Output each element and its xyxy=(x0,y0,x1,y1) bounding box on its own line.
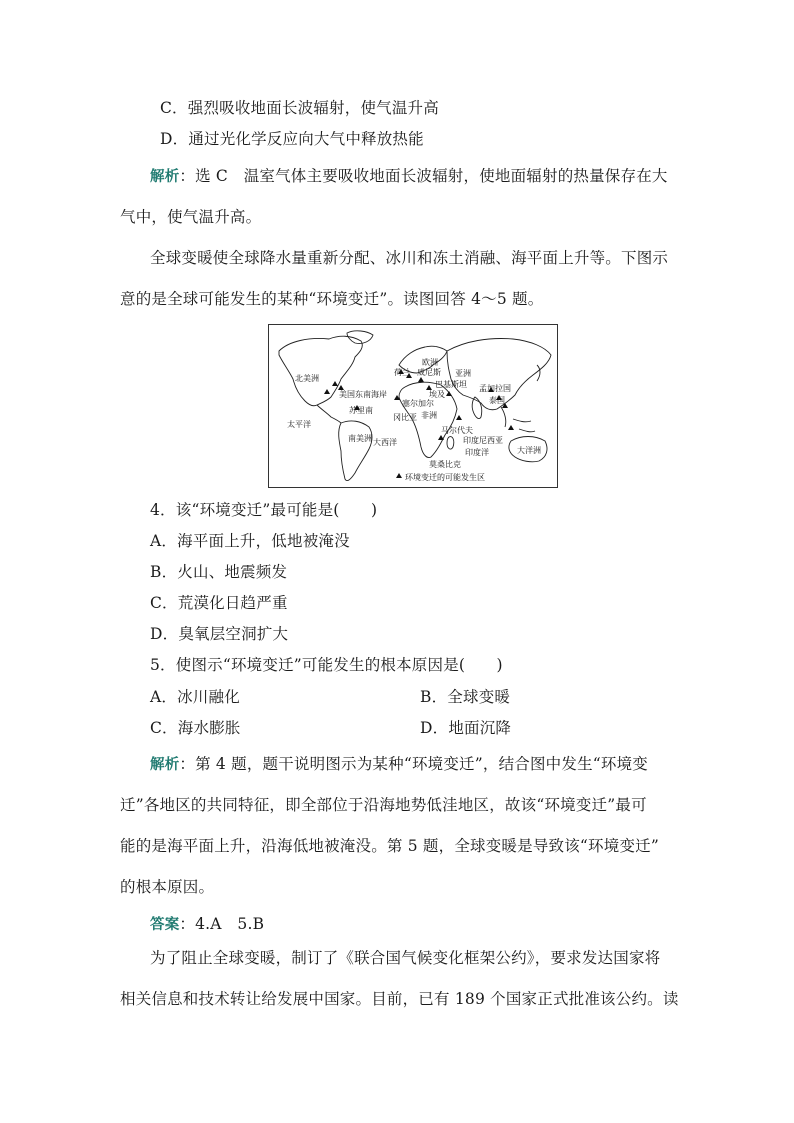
q5-stem: 5．使图示“环境变迁”可能发生的根本原因是( ) xyxy=(150,656,503,674)
q5-option-c: C．海水膨胀 xyxy=(150,719,241,737)
world-map xyxy=(269,325,557,487)
label-bangladesh: 孟加拉国 xyxy=(479,384,511,393)
q4-option-d: D．臭氧层空洞扩大 xyxy=(150,625,289,643)
label-venice: 威尼斯 xyxy=(417,368,441,377)
q3-option-c: C．强烈吸收地面长波辐射，使气温升高 xyxy=(160,99,439,117)
label-gambia: 冈比亚 xyxy=(393,413,417,422)
label-europe: 欧洲 xyxy=(422,358,438,367)
label-africa: 非洲 xyxy=(421,411,437,420)
label-mozambique: 莫桑比克 xyxy=(429,460,461,469)
madagascar-outline xyxy=(447,437,454,449)
analysis45-line3: 能的是海平面上升，沿海低地被淹没。第 5 题，全球变暖是导致该“环境变迁” xyxy=(120,837,659,855)
label-indonesia: 印度尼西亚 xyxy=(463,436,503,445)
label-netherlands: 荷兰 xyxy=(394,368,410,377)
legend-label: 环境变迁的可能发生区 xyxy=(405,473,485,482)
analysis-label: 解析 xyxy=(150,757,180,773)
q5-option-d: D．地面沉降 xyxy=(420,719,512,737)
q3-option-d: D．通过光化学反应向大气中释放热能 xyxy=(160,130,424,148)
analysis45-text: ：第 4 题，题干说明图示为某种“环境变迁”，结合图中发生“环境变 xyxy=(179,755,648,773)
label-south-america: 南美洲 xyxy=(348,434,372,443)
label-thailand: 泰国 xyxy=(489,396,505,405)
answer-label: 答案 xyxy=(150,917,180,933)
analysis45-line1 xyxy=(150,752,648,774)
legend-marker-icon xyxy=(396,473,402,478)
analysis45-line4: 的根本原因。 xyxy=(120,878,215,896)
q3-analysis-text: ：选 C 温室气体主要吸收地面长波辐射，使地面辐射的热量保存在大 xyxy=(179,167,668,185)
marker-icon xyxy=(332,381,338,386)
q4-option-b: B．火山、地震频发 xyxy=(150,563,288,581)
japan-outline xyxy=(537,365,540,381)
label-north-america: 北美洲 xyxy=(295,374,319,383)
analysis-label: 解析 xyxy=(150,169,180,185)
next-line1: 为了阻止全球变暖，制订了《联合国气候变化框架公约》，要求发达国家将 xyxy=(150,949,661,967)
marker-icon xyxy=(438,435,444,440)
intro-line2: 意的是全球可能发生的某种“环境变迁”。读图回答 4～5 题。 xyxy=(120,290,544,308)
marker-icon xyxy=(446,391,452,396)
q5-option-b: B．全球变暖 xyxy=(420,688,511,706)
next-line2: 相关信息和技术转让给发展中国家。目前，已有 189 个国家正式批准该公约。读 xyxy=(120,990,679,1008)
answer-text: ：4.A 5.B xyxy=(179,915,265,933)
intro-line1: 全球变暖使全球降水量重新分配、冰川和冻土消融、海平面上升等。下图示 xyxy=(150,249,669,267)
world-map-figure xyxy=(268,324,558,488)
q3-analysis-line2: 气中，使气温升高。 xyxy=(120,208,262,226)
q4-option-c: C．荒漠化日趋严重 xyxy=(150,594,288,612)
label-us-coast: 美国东南海岸 xyxy=(339,390,387,399)
label-suriname: 苏里南 xyxy=(349,406,373,415)
marker-icon xyxy=(324,389,330,394)
marker-icon xyxy=(418,377,424,382)
label-senegal: 塞尔加尔 xyxy=(402,399,434,408)
marker-icon xyxy=(456,415,462,420)
answer-line xyxy=(150,912,264,934)
label-indian-ocean: 印度洋 xyxy=(465,448,489,457)
q4-stem: 4．该“环境变迁”最可能是( ) xyxy=(150,501,378,519)
southeast-asia-outline xyxy=(501,407,535,432)
q4-option-a: A．海平面上升，低地被淹没 xyxy=(150,532,350,550)
label-maldives: 马尔代夫 xyxy=(441,426,473,435)
analysis45-line2: 迁”各地区的共同特征，即全部位于沿海地势低洼地区，故该“环境变迁”最可 xyxy=(120,796,647,814)
south-america-outline xyxy=(339,421,372,481)
label-egypt: 埃及 xyxy=(429,390,445,399)
label-asia: 亚洲 xyxy=(455,369,471,378)
q3-analysis-line1 xyxy=(150,164,668,186)
label-oceania: 大洋洲 xyxy=(517,446,541,455)
label-atlantic: 大西洋 xyxy=(373,438,397,447)
label-pacific: 太平洋 xyxy=(287,420,311,429)
map-labels xyxy=(287,357,541,482)
marker-icon xyxy=(508,425,514,430)
central-america-outline xyxy=(317,405,341,423)
q5-option-a: A．冰川融化 xyxy=(150,688,240,706)
label-pakistan: 巴基斯坦 xyxy=(435,380,467,389)
